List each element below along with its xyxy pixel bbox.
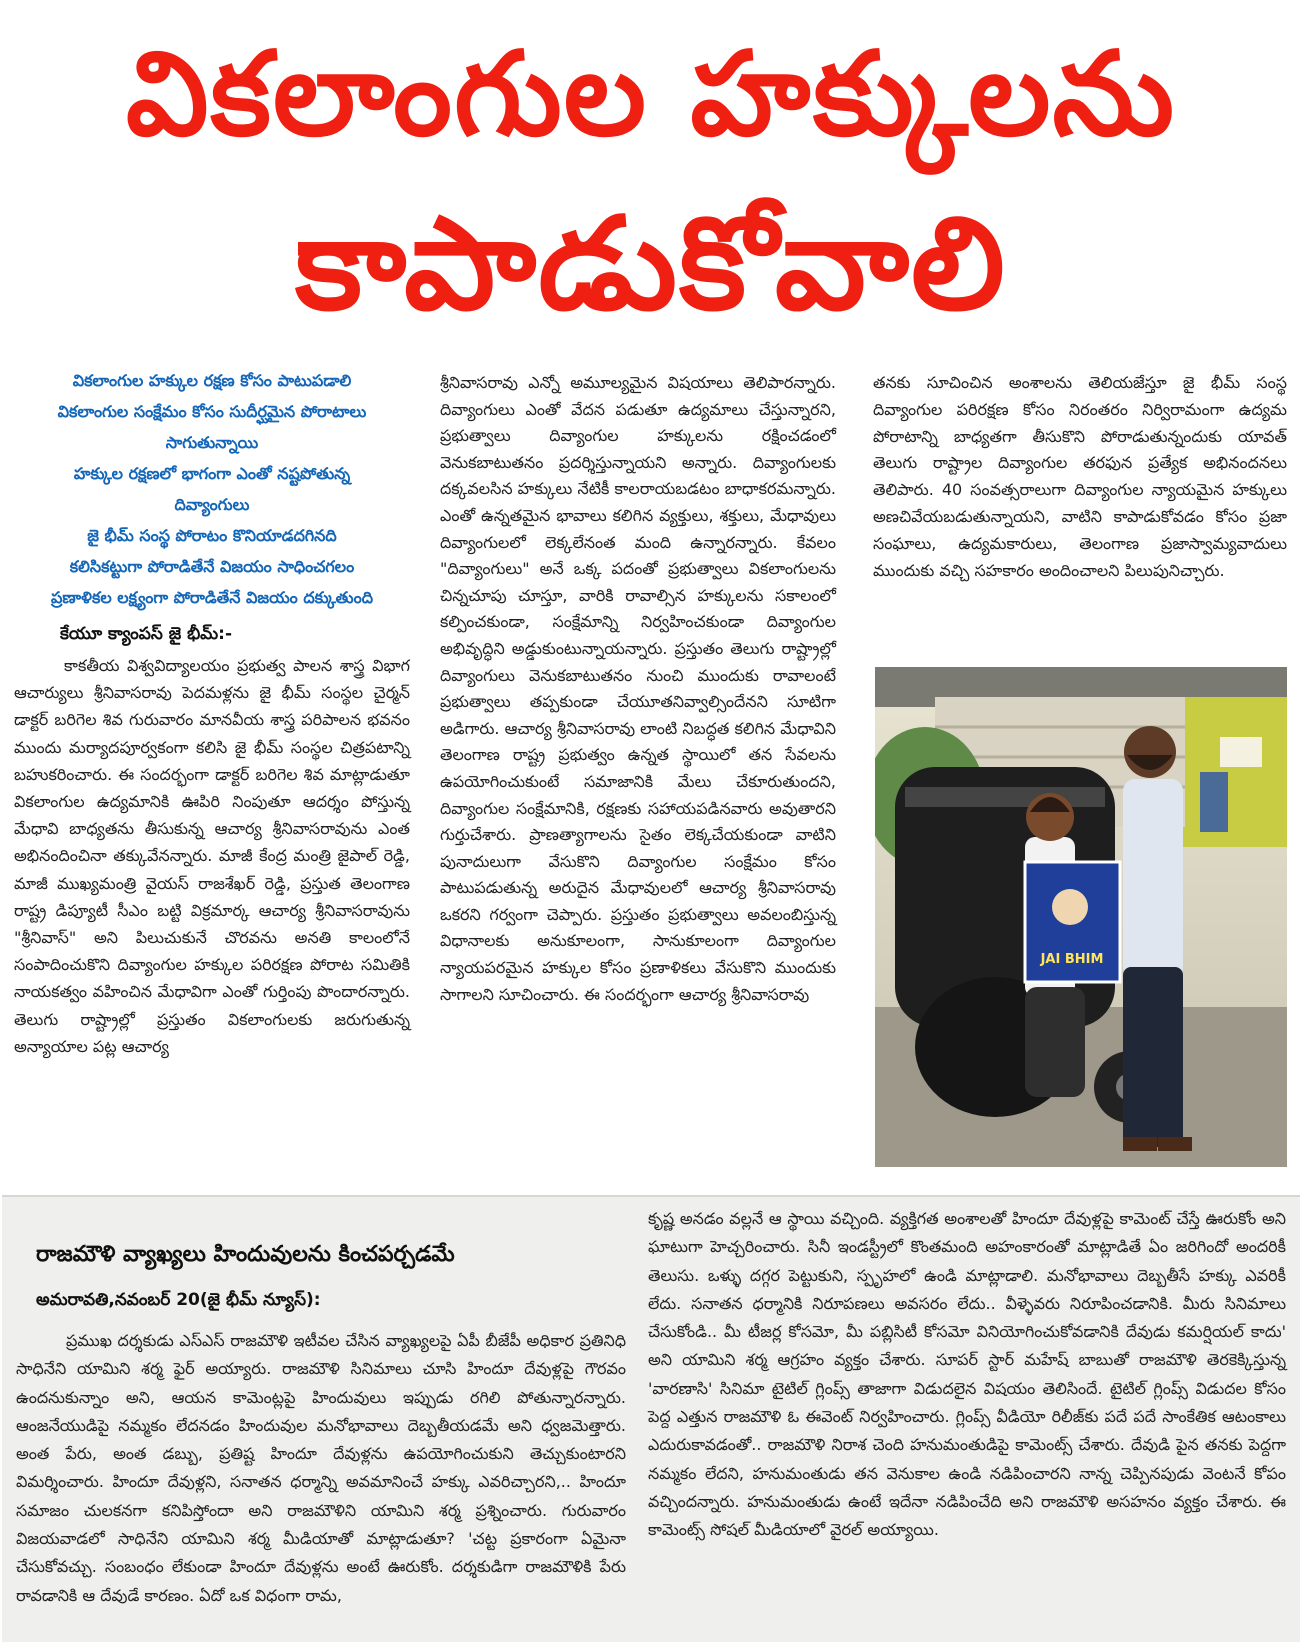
headline-line-2: కాపాడుకోవాలి [295,190,1007,339]
story2-title: రాజమౌళి వ్యాఖ్యలు హిందువులను కించపర్చడమే [36,1242,455,1267]
poster-caption: JAI BHIM [1040,952,1104,967]
subhead: సాగుతున్నాయి [165,433,259,452]
story2-column-1 [16,1327,626,1610]
story2-column-2 [648,1205,1286,1545]
subhead: దివ్యాంగులు [174,495,250,514]
story1-body-col2: శ్రీనివాసరావు ఎన్నో అమూల్యమైన విషయాలు తెలిపారన్నారు. దివ్యాంగులు ఎంతో వేదన పడుతూ ఉద్యమాలు చేస్తున్నారని, ప్రభుత్వాలు దివ్యాంగుల హక్కులను రక్షించడంలో వెనుకబాటుతనం ప్రదర్శిస్తున్నాయని అన్నారు. దివ్యాంగులకు దక్కవలసిన హక్కులు నేటికీ కాలరాయబడటం బాధాకరమన్నారు. ఎంతో ఉన్నతమైన భావాలు కలిగిన వ్యక్తులు, శక్తులు, మేధావులు దివ్యాంగులలో లెక్కలేనంత మంది ఉన్నారన్నారు. కేవలం "దివ్యాంగులు" అనే ఒక్క పదంతో ప్రభుత్వాలు వికలాంగులను చిన్నచూపు చూస్తూ, వారికి రావాల్సిన హక్కులను సకాలంలో కల్పించకుండా, సంక్షేమాన్ని నిర్వహించకుండా దివ్యాంగుల అభివృద్ధిని అడ్డుకుంటున్నాయన్నారు. ప్రస్తుతం తెలుగు రాష్ట్రాల్లో దివ్యాంగులు వెనుకబాటుతనం నుంచి ముందుకు రావాలంటే ప్రభుత్వాలు తప్పకుండా చేయూతనివ్వాల్సిందేనని సూటిగా అడిగారు. ఆచార్య శ్రీనివాసరావు లాంటి నిబద్ధత కలిగిన మేధావిని తెలంగాణ రాష్ట్ర ప్రభుత్వం ఉన్నత స్థాయిలో తన సేవలను ఉపయోగించుకుంటే సమాజానికి మేలు చేకూరుతుందని, దివ్యాంగుల సంక్షేమానికి, రక్షణకు సహాయపడినవారు అవుతారని గుర్తుచేశారు. ప్రాణత్యాగాలను సైతం లెక్కచేయకుండా వాటిని పునాదులుగా వేసుకొని దివ్యాంగుల సంక్షేమం కోసం పాటుపడుతున్న అరుదైన మేధావులలో ఆచార్య శ్రీనివాసరావు ఒకరని గర్వంగా చెప్పారు. ప్రస్తుతం ప్రభుత్వాలు అవలంబిస్తున్న విధానాలకు అనుకూలంగా, సానుకూలంగా దివ్యాంగుల న్యాయపరమైన హక్కుల కోసం ప్రణాళికలు వేసుకొని ముందుకు సాగాలని సూచించారు. ఈ సందర్భంగా ఆచార్య శ్రీనివాసరావు [440,373,836,1004]
subhead: జై భీమ్ సంస్థ పోరాటం కొనియాడదగినది [87,526,337,545]
subhead: వికలాంగుల హక్కుల రక్షణ కోసం పాటుపడాలి [72,371,352,390]
story1-body-col1: కాకతీయ విశ్వవిద్యాలయం ప్రభుత్వ పాలన శాస్త్ర విభాగ ఆచార్యులు శ్రీనివాసరావు పెదమళ్లను జై భీమ్ సంస్థల చైర్మన్ డాక్టర్ బరిగెల శివ గురువారం మానవీయ శాస్త్ర పరిపాలన భవనం ముందు మర్యాదపూర్వకంగా కలిసి జై భీమ్ సంస్థల చిత్రపటాన్ని బహుకరించారు. ఈ సందర్భంగా డాక్టర్ బరిగెల శివ మాట్లాడుతూ వికలాంగుల ఉద్యమానికి ఊపిరి నింపుతూ ఆదర్శం పోస్తున్న మేధావి బాధ్యతను తీసుకున్న ఆచార్య శ్రీనివాసరావును ఎంత అభినందించినా తక్కువేనన్నారు. మాజీ కేంద్ర మంత్రి జైపాల్ రెడ్డి, మాజీ ముఖ్యమంత్రి వైయస్ రాజశేఖర్ రెడ్డి, ప్రస్తుత తెలంగాణ రాష్ట్ర డిప్యూటీ సీఎం బట్టి విక్రమార్క ఆచార్య శ్రీనివాసరావును "శ్రీనివాస్" అని పిలుచుకునే చొరవను అనతి కాలంలోనే సంపాదించుకొని దివ్యాంగుల హక్కుల పరిరక్షణ పోరాట సమితికి నాయకత్వం వహించిన మేధావిగా ఎంతో గుర్తింపు పొందారన్నారు. తెలుగు రాష్ట్రాల్లో ప్రస్తుతం వికలాంగులకు జరుగుతున్న అన్యాయాల పట్ల ఆచార్య [14,656,410,1056]
subhead: హక్కుల రక్షణలో భాగంగా ఎంతో నష్టపోతున్న [73,464,351,483]
story1-subheads [14,365,410,613]
news-photo [875,667,1287,1167]
subhead: వికలాంగుల సంక్షేమం కోసం సుదీర్ఘమైన పోరాటాలు [57,402,367,421]
story1-column-1 [14,365,410,1060]
headline-line-1: వికలాంగుల హక్కులను [125,27,1177,162]
photo-illustration [875,667,1287,1167]
story2-dateline: అమరావతి,నవంబర్ 20(జై భీమ్ న్యూస్): [36,1290,321,1310]
story1-column-3 [873,370,1287,584]
story1-dateline: కేయూ క్యాంపస్ జై భీమ్:- [60,624,233,644]
story2-body-col1: ప్రముఖ దర్శకుడు ఎస్ఎస్ రాజమౌళి ఇటీవల చేసిన వ్యాఖ్యలపై ఏపీ బీజేపీ అధికార ప్రతినిధి సాధినేని యామిని శర్మ ఫైర్ అయ్యారు. రాజమౌళి సినిమాలు చూసి హిందూ దేవుళ్లపై గౌరవం ఉందనుకున్నాం అని, ఆయన కామెంట్లపై హిందువులు ఇప్పుడు రగిలి పోతున్నారన్నారు. ఆంజనేయుడిపై నమ్మకం లేదనడం హిందువుల మనోభావాలు దెబ్బతీయడమే అని ధ్వజమెత్తారు. అంత పేరు, అంత డబ్బు, ప్రతిష్ట హిందూ దేవుళ్లను ఉపయోగించుకుని తెచ్చుకుంటారని విమర్శించారు. హిందూ దేవుళ్లని, సనాతన ధర్మాన్ని అవమానించే హక్కు ఎవరిచ్చారని,.. హిందూ సమాజం చులకనగా కనిపిస్తోందా అని రాజమౌళిని యామిని శర్మ ప్రశ్నించారు. గురువారం విజయవాడలో సాధినేని యామిని శర్మ మీడియాతో మాట్లాడుతూ? 'చట్ట ప్రకారంగా ఏమైనా చేసుకోవచ్చు. సంబంధం లేకుండా హిందూ దేవుళ్లను అంటే ఊరుకోం. దర్శకుడిగా రాజమౌళికి పేరు రావడానికి ఆ దేవుడే కారణం. ఏదో ఒక విధంగా రామ, [16,1331,626,1605]
story1-body-col3: తనకు సూచించిన అంశాలను తెలియజేస్తూ జై భీమ్ సంస్థ దివ్యాంగుల పరిరక్షణ కోసం నిరంతరం నిర్విరామంగా ఉద్యమ పోరాటాన్ని బాధ్యతగా తీసుకొని పోరాడుతున్నందుకు యావత్ తెలుగు రాష్ట్రాల దివ్యాంగుల తరఫున ప్రత్యేక అభినందనలు తెలిపారు. 40 సంవత్సరాలుగా దివ్యాంగుల న్యాయమైన హక్కులు అణచివేయబడుతున్నాయని, వాటిని కాపాడుకోవడం కోసం ప్రజా సంఘాలు, ఉద్యమకారులు, తెలంగాణ ప్రజాస్వామ్యవాదులు ముందుకు వచ్చి సహకారం అందించాలని పిలుపునిచ్చారు. [873,373,1287,580]
subhead: కలిసికట్టుగా పోరాడితేనే విజయం సాధించగలం [69,557,355,576]
story1-column-2 [440,370,836,1008]
story2-body-col2: కృష్ణ అనడం వల్లనే ఆ స్థాయి వచ్చింది. వ్యక్తిగత అంశాలతో హిందూ దేవుళ్లపై కామెంట్ చేస్తే ఊరుకోం అని ఘాటుగా హెచ్చరించారు. సినీ ఇండస్ట్రీలో కొంతమంది అహంకారంతో మాట్లాడితే ఏం జరిగిందో అందరికీ తెలుసు. ఒళ్ళు దగ్గర పెట్టుకుని, స్పృహలో ఉండి మాట్లాడాలి. మనోభావాలు దెబ్బతీసే హక్కు ఎవరికీ లేదు. సనాతన ధర్మానికి నిరూపణలు అవసరం లేదు.. వీళ్ళెవరు నిరూపించడానికి. మీరు సినిమాలు చేసుకోండి.. మీ టీజర్ల కోసమో, మీ పబ్లిసిటీ కోసమో వినియోగించుకోవడానికి దేవుడు కమర్షియల్ కాదు' అని యామిని శర్మ ఆగ్రహం వ్యక్తం చేశారు. సూపర్ స్టార్ మహేష్ బాబుతో రాజమౌళి తెరకెక్కిస్తున్న 'వారణాసి' సినిమా టైటిల్ గ్లింప్స్ తాజాగా విడుదలైన విషయం తెలిసిందే. టైటిల్ గ్లింప్స్ విడుదల కోసం పెద్ద ఎత్తున రాజమౌళి ఓ ఈవెంట్ నిర్వహించారు. గ్లింప్స్ వీడియో రిలీజ్‌కు పదే పదే సాంకేతిక ఆటంకాలు ఎదురుకావడంతో.. రాజమౌళి నిరాశ చెంది హనుమంతుడిపై కామెంట్స్ చేశారు. దేవుడి పైన తనకు పెద్దగా నమ్మకం లేదని, హనుమంతుడు తన వెనుకాల ఉండి నడిపించారని నాన్న చెప్పినపుడు వెంటనే కోపం వచ్చిందన్నారు. హనుమంతుడు ఉంటే ఇదేనా నడిపించేది అని రాజమౌళి అసహనం వ్యక్తం చేశారు. ఈ కామెంట్స్ సోషల్ మీడియాలో వైరల్ అయ్యాయి. [648,1209,1286,1540]
subhead: ప్రణాళికల లక్ష్యంగా పోరాడితేనే విజయం దక్కుతుంది [50,588,373,607]
